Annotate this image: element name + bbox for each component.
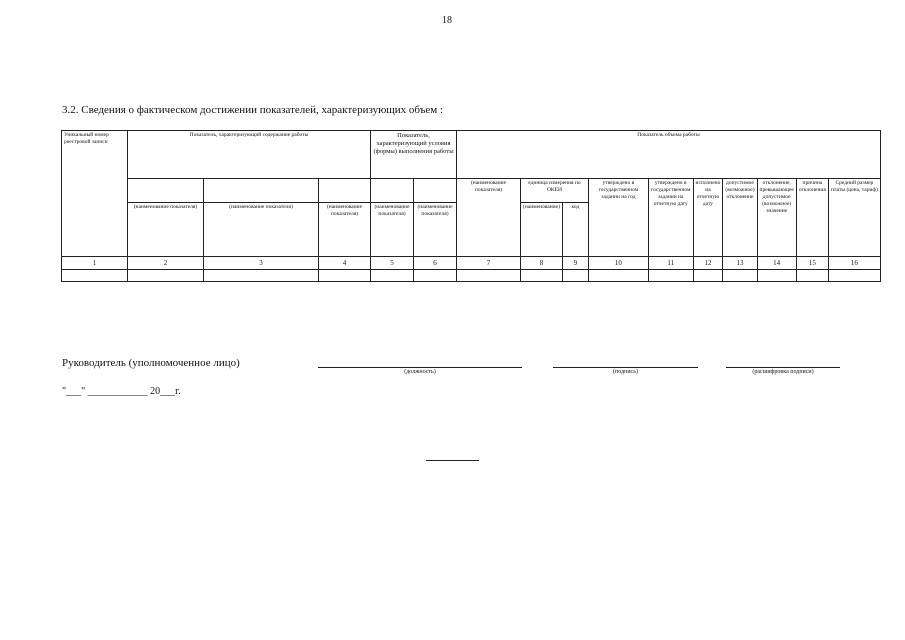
column-number: 14 <box>757 257 796 270</box>
header-content-indicator: Показатель, характеризующий содержание работы <box>128 131 371 179</box>
data-cell <box>693 270 723 282</box>
blank-cell <box>371 179 414 203</box>
position-caption: (должность) <box>404 369 436 375</box>
data-cell <box>796 270 828 282</box>
column-number: 6 <box>414 257 457 270</box>
column-number: 13 <box>723 257 757 270</box>
footnote-separator <box>426 460 479 461</box>
column-number: 4 <box>319 257 371 270</box>
content-indicator-name-2: (наименование показателя) <box>204 203 319 257</box>
header-volume-indicator-name: (наименование показателя) <box>457 179 521 257</box>
blank-cell <box>414 179 457 203</box>
header-approved-year: утверждено в государственном задании на год <box>588 179 648 257</box>
header-conditions-indicator: Показатель, характеризующий условия (формы) выполнения работы <box>371 131 457 179</box>
content-indicator-name-3: (наименование показателя) <box>319 203 371 257</box>
signature-line <box>553 367 698 368</box>
header-unit-code: код <box>562 203 588 257</box>
data-cell <box>757 270 796 282</box>
column-number: 2 <box>128 257 204 270</box>
header-approved-date: утверждено в государственном задании на отчетную дату <box>648 179 693 257</box>
header-deviation: допустимое (возможное) отклонение <box>723 179 757 257</box>
data-cell <box>414 270 457 282</box>
column-number: 1 <box>62 257 128 270</box>
signature-caption: (подпись) <box>613 369 638 375</box>
blank-cell <box>319 179 371 203</box>
header-volume-indicator: Показатель объема работы <box>457 131 881 179</box>
signature-label: Руководитель (уполномоченное лицо) <box>62 357 240 369</box>
column-number: 8 <box>521 257 563 270</box>
page-number: 18 <box>442 15 452 26</box>
column-number: 3 <box>204 257 319 270</box>
data-cell <box>371 270 414 282</box>
header-over-deviation: отклонение, превышающее допустимое (возможное) значение <box>757 179 796 257</box>
decoding-caption: (расшифровка подписи) <box>752 369 814 375</box>
decoding-line <box>726 367 840 368</box>
header-average-price: Средний размер платы (цена, тариф) <box>828 179 880 257</box>
header-unique-number: Уникальный номер реестровой записи <box>62 131 128 257</box>
column-number: 7 <box>457 257 521 270</box>
data-cell <box>457 270 521 282</box>
section-title: 3.2. Сведения о фактическом достижении показателей, характеризующих объем : <box>62 104 444 116</box>
column-number: 16 <box>828 257 880 270</box>
data-cell <box>562 270 588 282</box>
position-line <box>318 367 522 368</box>
date-line: "___" ____________ 20___г. <box>62 386 181 397</box>
data-cell <box>128 270 204 282</box>
header-reason: причина отклонения <box>796 179 828 257</box>
data-cell <box>319 270 371 282</box>
data-cell <box>723 270 757 282</box>
column-number: 5 <box>371 257 414 270</box>
data-cell <box>521 270 563 282</box>
column-number: 9 <box>562 257 588 270</box>
report-table <box>61 130 881 282</box>
column-number: 11 <box>648 257 693 270</box>
data-cell <box>62 270 128 282</box>
data-cell <box>204 270 319 282</box>
blank-cell <box>204 179 319 203</box>
content-indicator-name-1: (наименование показателя) <box>128 203 204 257</box>
data-cell <box>648 270 693 282</box>
column-number: 10 <box>588 257 648 270</box>
blank-cell <box>128 179 204 203</box>
column-number: 15 <box>796 257 828 270</box>
data-cell <box>588 270 648 282</box>
header-executed: исполнено на отчетную дату <box>693 179 723 257</box>
condition-indicator-name-2: (наименование показателя) <box>414 203 457 257</box>
condition-indicator-name-1: (наименование показателя) <box>371 203 414 257</box>
data-cell <box>828 270 880 282</box>
column-number: 12 <box>693 257 723 270</box>
header-unit-name: (наименование) <box>521 203 563 257</box>
header-unit-okei: единица измерения по ОКЕИ <box>521 179 589 203</box>
